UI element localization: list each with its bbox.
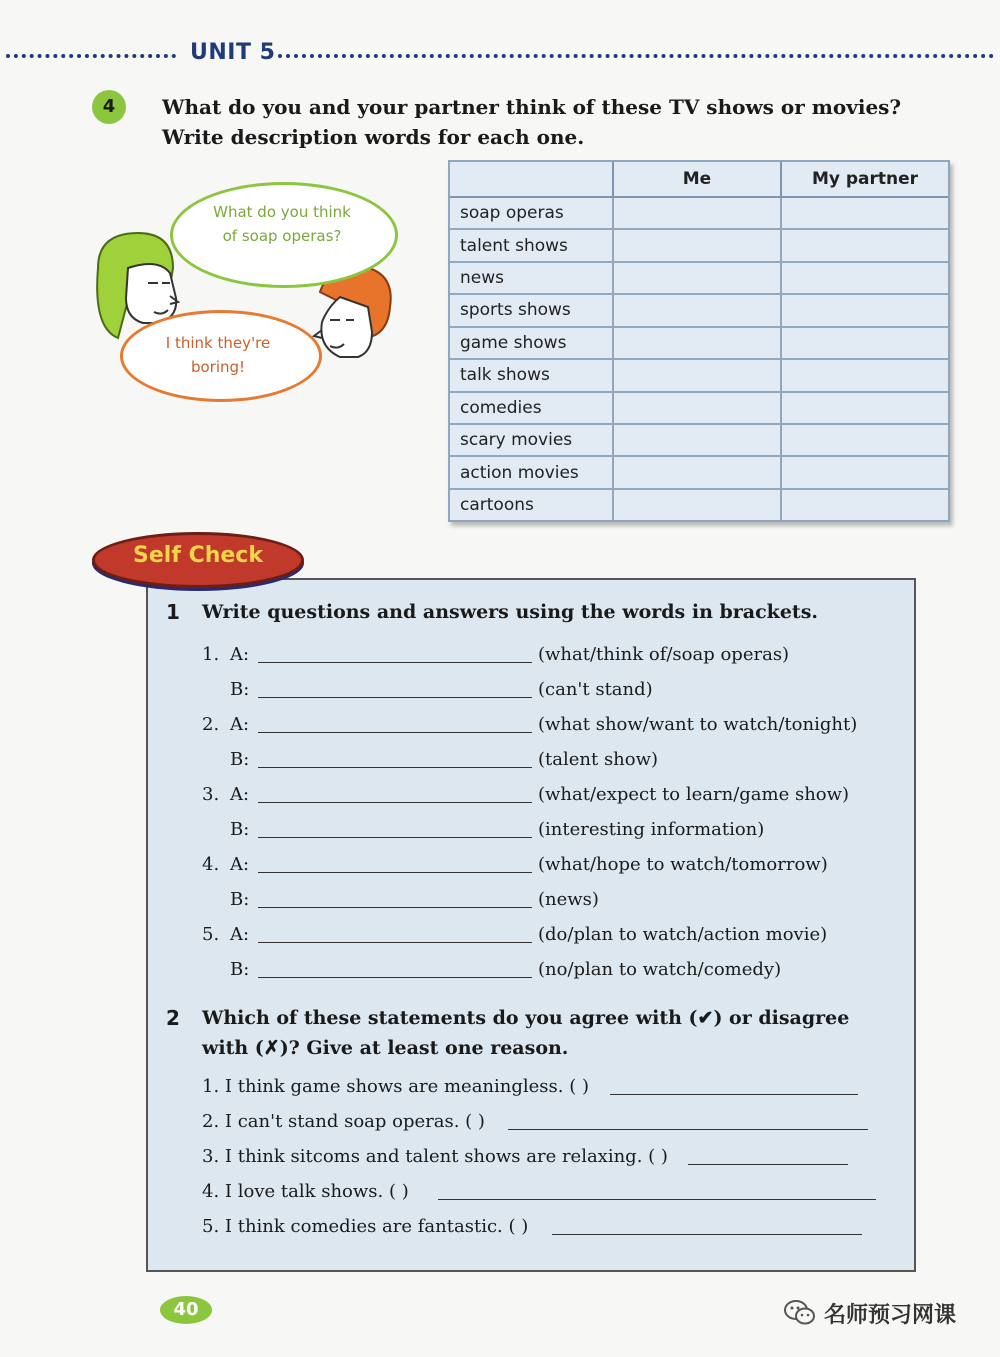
bubble-question-line-1: What do you think [213,203,351,221]
table-row [450,489,948,520]
speaker-label: B: [230,749,250,770]
answer-line[interactable] [258,942,532,943]
partner-cell[interactable] [781,294,948,326]
me-cell[interactable] [613,489,781,520]
show-name: soap operas [450,197,613,229]
statement-text: 3. I think sitcoms and talent shows are relaxing. ( ) [202,1146,668,1167]
show-name: talent shows [450,229,613,261]
unit-header [0,38,1000,72]
bracket-hint: (what show/want to watch/tonight) [538,714,858,735]
bracket-hint: (interesting information) [538,819,765,840]
answer-line[interactable] [258,907,532,908]
table-row [450,392,948,424]
section-1-number: 1 [166,600,180,624]
partner-cell[interactable] [781,456,948,488]
statement-text: 4. I love talk shows. ( ) [202,1181,409,1202]
partner-cell[interactable] [781,327,948,359]
speaker-label: B: [230,679,250,700]
bracket-hint: (do/plan to watch/action movie) [538,924,828,945]
section-2-title [202,1003,849,1063]
exercise-number-badge: 4 [92,90,126,124]
statement-text: 5. I think comedies are fantastic. ( ) [202,1216,529,1237]
reason-line[interactable] [552,1234,862,1235]
question-number: 3. [202,784,220,805]
table-row [450,456,948,488]
watermark-text: 名师预习网课 [824,1303,957,1328]
speech-bubble-question-text [190,200,374,248]
table-row [450,229,948,261]
bracket-hint: (talent show) [538,749,659,770]
statement-row [202,1142,668,1172]
self-check-badge [92,532,304,588]
bracket-hint: (what/think of/soap operas) [538,644,790,665]
partner-cell[interactable] [781,229,948,261]
bracket-hint: (no/plan to watch/comedy) [538,959,782,980]
partner-cell[interactable] [781,359,948,391]
me-cell[interactable] [613,392,781,424]
show-name: sports shows [450,294,613,326]
statement-text: 2. I can't stand soap operas. ( ) [202,1111,485,1132]
section-1-title: Write questions and answers using the words in brackets. [202,601,819,623]
table-header-partner: My partner [781,162,948,197]
table-header-me: Me [613,162,781,197]
question-number: 5. [202,924,220,945]
speaker-label: A: [230,784,250,805]
section-2-title-line-1: Which of these statements do you agree with (✔) or disagree [202,1007,850,1029]
answer-line[interactable] [258,732,532,733]
me-cell[interactable] [613,197,781,229]
speaker-label: A: [230,924,250,945]
bracket-hint: (what/expect to learn/game show) [538,784,850,805]
answer-line[interactable] [258,802,532,803]
table-header-blank [450,162,613,197]
show-name: scary movies [450,424,613,456]
answer-line[interactable] [258,872,532,873]
answer-line[interactable] [258,662,532,663]
me-cell[interactable] [613,359,781,391]
bubble-answer-line-1: I think they're [165,334,271,352]
me-cell[interactable] [613,456,781,488]
bracket-hint: (can't stand) [538,679,653,700]
reason-line[interactable] [610,1094,858,1095]
answer-line[interactable] [258,837,532,838]
show-name: cartoons [460,494,534,515]
bubble-answer-line-2: boring! [190,358,246,376]
speaker-label: B: [230,889,250,910]
instruction-line-1: What do you and your partner think of these TV shows or movies? [162,95,902,119]
speaker-label: B: [230,819,250,840]
answer-line[interactable] [258,697,532,698]
dotted-rule-left [6,54,176,58]
table-header-row [450,162,948,197]
table-row [450,262,948,294]
reason-line[interactable] [508,1129,868,1130]
speech-bubble-answer-text [136,331,300,379]
partner-cell[interactable] [781,489,948,520]
speaker-label: A: [230,854,250,875]
show-name: talk shows [450,359,613,391]
table-row [450,327,948,359]
statement-row [202,1212,528,1242]
partner-cell[interactable] [781,424,948,456]
show-name: action movies [450,456,613,488]
table-row [450,294,948,326]
table-row [450,359,948,391]
question-number: 4. [202,854,220,875]
self-check-badge-text: Self Check [133,543,263,568]
instruction-line-2: Write description words for each one. [162,125,585,149]
me-cell[interactable] [613,424,781,456]
page-number: 40 [160,1296,212,1324]
answer-line[interactable] [258,767,532,768]
bubble-question-line-2: of soap operas? [222,227,342,245]
me-cell[interactable] [613,229,781,261]
me-cell[interactable] [613,327,781,359]
statement-row [202,1177,409,1207]
partner-cell[interactable] [781,197,948,229]
me-cell[interactable] [613,294,781,326]
chat-bubbles-icon [784,1298,816,1328]
show-name: comedies [450,392,613,424]
dotted-rule-right [278,54,994,58]
question-number: 2. [202,714,220,735]
partner-cell[interactable] [781,262,948,294]
statement-row [202,1072,589,1102]
section-2-title-line-2: with (✗)? Give at least one reason. [202,1037,569,1059]
table-row [450,424,948,456]
table-row [450,197,948,229]
exercise-instruction [162,92,942,152]
show-name: game shows [450,327,613,359]
statement-row [202,1107,485,1137]
answer-line[interactable] [258,977,532,978]
me-cell[interactable] [613,262,781,294]
speaker-label: B: [230,959,250,980]
bracket-hint: (what/hope to watch/tomorrow) [538,854,828,875]
speaker-label: A: [230,714,250,735]
tv-shows-table [448,160,950,522]
reason-line[interactable] [438,1199,876,1200]
section-2-number: 2 [166,1006,180,1030]
unit-title: UNIT 5 [190,40,276,65]
reason-line[interactable] [688,1164,848,1165]
partner-cell[interactable] [781,392,948,424]
question-number: 1. [202,644,220,665]
speaker-label: A: [230,644,250,665]
statement-text: 1. I think game shows are meaningless. ( ) [202,1076,589,1097]
bracket-hint: (news) [538,889,599,910]
show-name: news [450,262,613,294]
